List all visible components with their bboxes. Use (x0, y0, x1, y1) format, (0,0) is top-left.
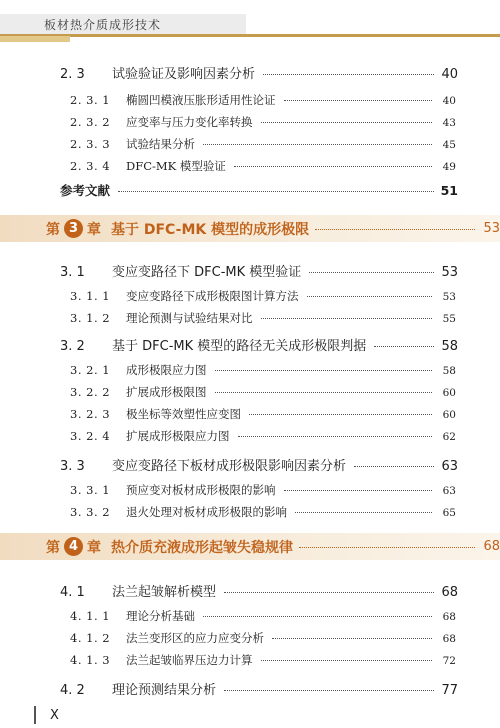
subsection-entry[interactable] (70, 504, 456, 520)
leader-dots (215, 392, 433, 393)
leader-dots (261, 122, 433, 123)
subsection-number: 2. 3. 3 (70, 137, 111, 151)
subsection-title: 试验结果分析 (126, 137, 195, 151)
chapter-heading[interactable] (0, 215, 500, 242)
entry-page-number: 53 (442, 291, 456, 303)
section-number: 4. 1 (60, 585, 85, 600)
subsection-title: 法兰变形区的应力应变分析 (126, 631, 264, 645)
entry-page-number: 68 (442, 633, 456, 645)
chapter-heading-content (46, 537, 500, 557)
leader-dots (261, 318, 433, 319)
entry-page-number: 51 (440, 183, 458, 198)
leader-dots (203, 616, 432, 617)
entry-page-number: 72 (442, 655, 456, 667)
leader-dots (249, 414, 432, 415)
subsection-entry[interactable] (70, 362, 456, 378)
chapter-leader-dots (315, 229, 475, 230)
page-footer (34, 704, 59, 726)
subsection-number: 4. 1. 3 (70, 653, 111, 667)
section-title: 试验验证及影响因素分析 (112, 67, 256, 82)
subsection-entry[interactable] (70, 158, 456, 174)
subsection-title: DFC-MK 模型验证 (126, 159, 226, 173)
chapter-heading[interactable] (0, 533, 500, 560)
entry-page-number: 65 (442, 507, 456, 519)
leader-dots (307, 296, 433, 297)
leader-dots (238, 436, 433, 437)
subsection-number: 2. 3. 4 (70, 159, 111, 173)
section-entry[interactable] (60, 679, 458, 698)
leader-dots (263, 74, 434, 75)
chapter-heading-content (46, 219, 500, 239)
chapter-label-suffix: 章 (87, 221, 101, 238)
subsection-title: 扩展成形极限应力图 (126, 429, 230, 443)
entry-page-number: 62 (442, 431, 456, 443)
section-entry[interactable] (60, 455, 458, 474)
section-number: 2. 3 (60, 67, 85, 82)
chapter-label-prefix: 第 (46, 221, 60, 238)
subsection-entry[interactable] (70, 630, 456, 646)
chapter-number-badge: 4 (64, 537, 83, 556)
entry-page-number: 45 (442, 139, 456, 151)
subsection-entry[interactable] (70, 114, 456, 130)
leader-dots (234, 166, 432, 167)
entry-page-number: 43 (442, 117, 456, 129)
page-number: X (50, 707, 59, 723)
entry-page-number: 60 (442, 409, 456, 421)
subsection-number: 3. 3. 1 (70, 483, 111, 497)
chapter-label-suffix: 章 (87, 539, 101, 556)
chapter-leader-dots (299, 547, 475, 548)
entry-page-number: 77 (441, 683, 458, 698)
subsection-entry[interactable] (70, 482, 456, 498)
entry-page-number: 63 (442, 485, 456, 497)
leader-dots (272, 638, 432, 639)
leader-dots (224, 690, 434, 691)
entry-page-number: 49 (442, 161, 456, 173)
subsection-entry[interactable] (70, 92, 456, 108)
subsection-entry[interactable] (70, 406, 456, 422)
references-entry[interactable] (60, 181, 458, 199)
entry-page-number: 53 (441, 265, 458, 280)
section-title: 变应变路径下 DFC-MK 模型验证 (112, 265, 302, 280)
section-entry[interactable] (60, 335, 458, 354)
section-number: 4. 2 (60, 683, 85, 698)
subsection-title: 应变率与压力变化率转换 (126, 115, 253, 129)
entry-page-number: 60 (442, 387, 456, 399)
subsection-number: 2. 3. 2 (70, 115, 111, 129)
subsection-entry[interactable] (70, 136, 456, 152)
chapter-page-number: 53 (483, 221, 500, 236)
leader-dots (284, 100, 433, 101)
entry-page-number: 40 (441, 67, 458, 82)
subsection-number: 3. 2. 2 (70, 385, 111, 399)
references-title: 参考文献 (60, 183, 111, 198)
chapter-title: 热介质充液成形起皱失稳规律 (111, 539, 293, 556)
subsection-number: 3. 2. 4 (70, 429, 111, 443)
subsection-number: 4. 1. 2 (70, 631, 111, 645)
leader-dots (354, 466, 434, 467)
section-number: 3. 1 (60, 265, 85, 280)
subsection-number: 3. 1. 2 (70, 311, 111, 325)
subsection-number: 4. 1. 1 (70, 609, 111, 623)
section-entry[interactable] (60, 261, 458, 280)
section-number: 3. 2 (60, 339, 85, 354)
subsection-number: 3. 3. 2 (70, 505, 111, 519)
subsection-title: 极坐标等效塑性应变图 (126, 407, 241, 421)
section-number: 3. 3 (60, 459, 85, 474)
subsection-title: 理论分析基础 (126, 609, 195, 623)
subsection-title: 椭圆凹模液压胀形适用性论证 (126, 93, 276, 107)
leader-dots (309, 272, 434, 273)
leader-dots (118, 191, 434, 192)
subsection-title: 理论预测与试验结果对比 (126, 311, 253, 325)
leader-dots (284, 490, 433, 491)
leader-dots (224, 592, 434, 593)
subsection-number: 3. 2. 3 (70, 407, 111, 421)
subsection-title: 成形极限应力图 (126, 363, 207, 377)
footer-rule (34, 706, 36, 724)
section-title: 变应变路径下板材成形极限影响因素分析 (112, 459, 347, 474)
subsection-title: 法兰起皱临界压边力计算 (126, 653, 253, 667)
entry-page-number: 40 (442, 95, 456, 107)
book-title: 板材热介质成形技术 (44, 18, 162, 32)
entry-page-number: 58 (442, 365, 456, 377)
subsection-number: 2. 3. 1 (70, 93, 111, 107)
subsection-entry[interactable] (70, 384, 456, 400)
entry-page-number: 55 (442, 313, 456, 325)
entry-page-number: 58 (441, 339, 458, 354)
subsection-title: 扩展成形极限图 (126, 385, 207, 399)
chapter-title: 基于 DFC-MK 模型的成形极限 (111, 221, 310, 238)
subsection-entry[interactable] (70, 428, 456, 444)
subsection-entry[interactable] (70, 608, 456, 624)
subsection-entry[interactable] (70, 310, 456, 326)
subsection-title: 变应变路径下成形极限图计算方法 (126, 289, 299, 303)
section-title: 基于 DFC-MK 模型的路径无关成形极限判据 (112, 339, 367, 354)
entry-page-number: 68 (442, 611, 456, 623)
entry-page-number: 63 (441, 459, 458, 474)
leader-dots (374, 346, 434, 347)
entry-page-number: 68 (441, 585, 458, 600)
section-title: 理论预测结果分析 (112, 683, 217, 698)
leader-dots (215, 370, 433, 371)
section-title: 法兰起皱解析模型 (112, 585, 217, 600)
section-entry[interactable] (60, 581, 458, 600)
subsection-number: 3. 2. 1 (70, 363, 111, 377)
subsection-title: 退火处理对板材成形极限的影响 (126, 505, 287, 519)
leader-dots (261, 660, 433, 661)
chapter-label-prefix: 第 (46, 539, 60, 556)
subsection-title: 预应变对板材成形极限的影响 (126, 483, 276, 497)
section-entry[interactable] (60, 63, 458, 82)
subsection-entry[interactable] (70, 652, 456, 668)
subsection-number: 3. 1. 1 (70, 289, 111, 303)
chapter-number-badge: 3 (64, 219, 83, 238)
leader-dots (295, 512, 432, 513)
chapter-page-number: 68 (483, 539, 500, 554)
subsection-entry[interactable] (70, 288, 456, 304)
leader-dots (203, 144, 432, 145)
